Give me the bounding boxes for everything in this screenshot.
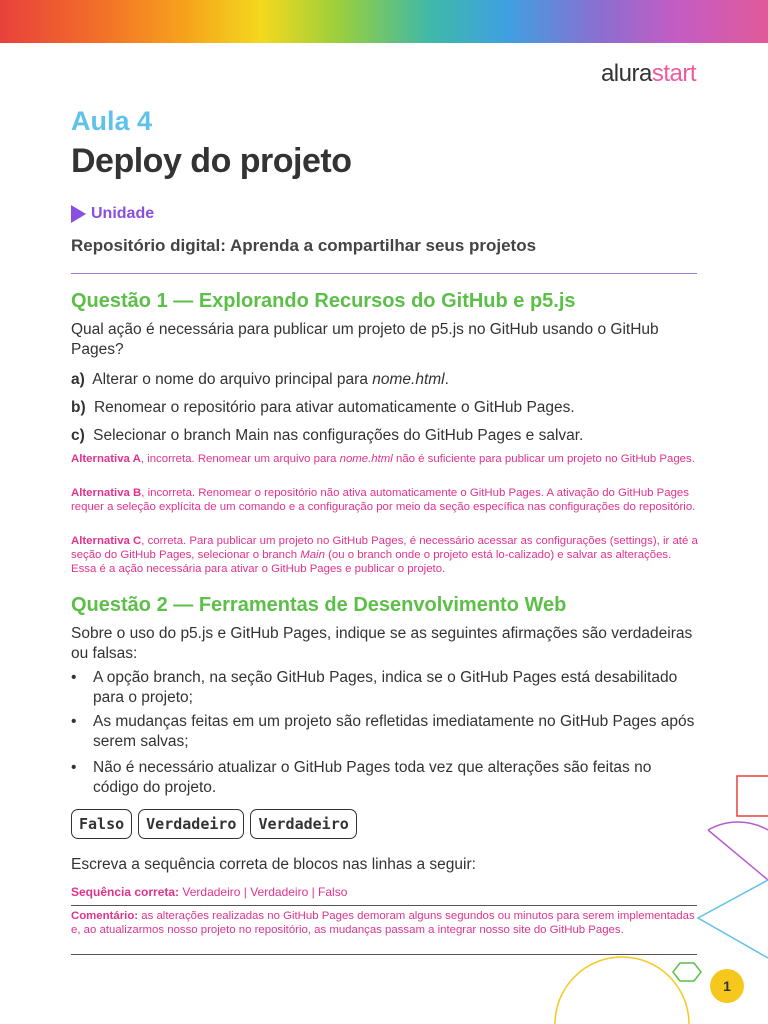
option-c: c) Selecionar o branch Main nas configurações do GitHub Pages e salvar. [71,427,584,444]
block-chip: Verdadeiro [138,809,244,839]
option-letter: b) [71,399,86,416]
question-2-heading: Questão 2 — Ferramentas de Desenvolvimento Web [71,594,567,616]
statement-2: • As mudanças feitas em um projeto são refletidas imediatamente no GitHub Pages após serem salvas; [71,713,695,750]
lesson-label: Aula 4 [71,106,153,136]
option-letter: c) [71,427,85,444]
answer-b: Alternativa B, incorreta. Renomear o repositório não ativa automaticamente o GitHub Pages. A ativação do GitHub Pages requer a seleção explícita de um comando e a configuração por meio da seção específica nas configurações do repositório. [71,487,696,513]
question-1-heading: Questão 1 — Explorando Recursos do GitHub e p5.js [71,290,576,312]
option-b: b) Renomear o repositório para ativar automaticamente o GitHub Pages. [71,399,575,416]
triangle-decoration [698,880,768,958]
statement-1: • A opção branch, na seção GitHub Pages, indica se o GitHub Pages está desabilitado para o projeto; [71,669,678,706]
hexagon-decoration [673,963,701,981]
line-decoration [708,830,768,880]
question-1-text: Qual ação é necessária para publicar um projeto de p5.js no GitHub usando o GitHub Pages? [71,321,659,358]
alura-start-logo: alurastart [600,60,696,87]
arc-decoration [555,957,689,1024]
unit-subtitle: Repositório digital: Aprenda a compartilhar seus projetos [71,236,537,255]
semicircle-decoration [708,822,768,830]
statement-3: • Não é necessário atualizar o GitHub Pages toda vez que alterações são feitas no código do projeto. [71,759,652,796]
correct-sequence: Sequência correta: Verdadeiro | Verdadeiro | Falso [71,885,348,899]
answer-c: Alternativa C, correta. Para publicar um projeto no GitHub Pages, é necessário acessar as configurações (settings), ir até a seção do GitHub Pages, selecionar o branch Main (ou o branch onde o projeto está lo-calizado) e salvar as alterações. Essa é a ação necessária para ativar o GitHub Pages e publicar o projeto. [71,535,698,575]
instruction-text: Escreva a sequência correta de blocos nas linhas a seguir: [71,856,476,873]
option-a: a) Alterar o nome do arquivo principal para nome.html. [71,371,449,388]
page-number-badge: 1 [710,969,744,1003]
block-chip: Verdadeiro [250,809,356,839]
question-2-text: Sobre o uso do p5.js e GitHub Pages, indique se as seguintes afirmações são verdadeiras ou falsas: [71,625,693,662]
comment: Comentário: as alterações realizadas no GitHub Pages demoram alguns segundos ou minutos para serem implementadas e, ao atualizarmos nosso projeto no repositório, as mudanças passam a integrar nosso site do GitHub Pages. [71,910,695,936]
answer-a: Alternativa A, incorreta. Renomear um arquivo para nome.html não é suficiente para publicar um projeto no GitHub Pages. [71,453,695,465]
option-letter: a) [71,371,85,388]
square-outline-decoration [737,776,768,816]
unit-label: Unidade [91,205,155,222]
page-title: Deploy do projeto [71,142,352,180]
block-chip: Falso [71,809,132,839]
